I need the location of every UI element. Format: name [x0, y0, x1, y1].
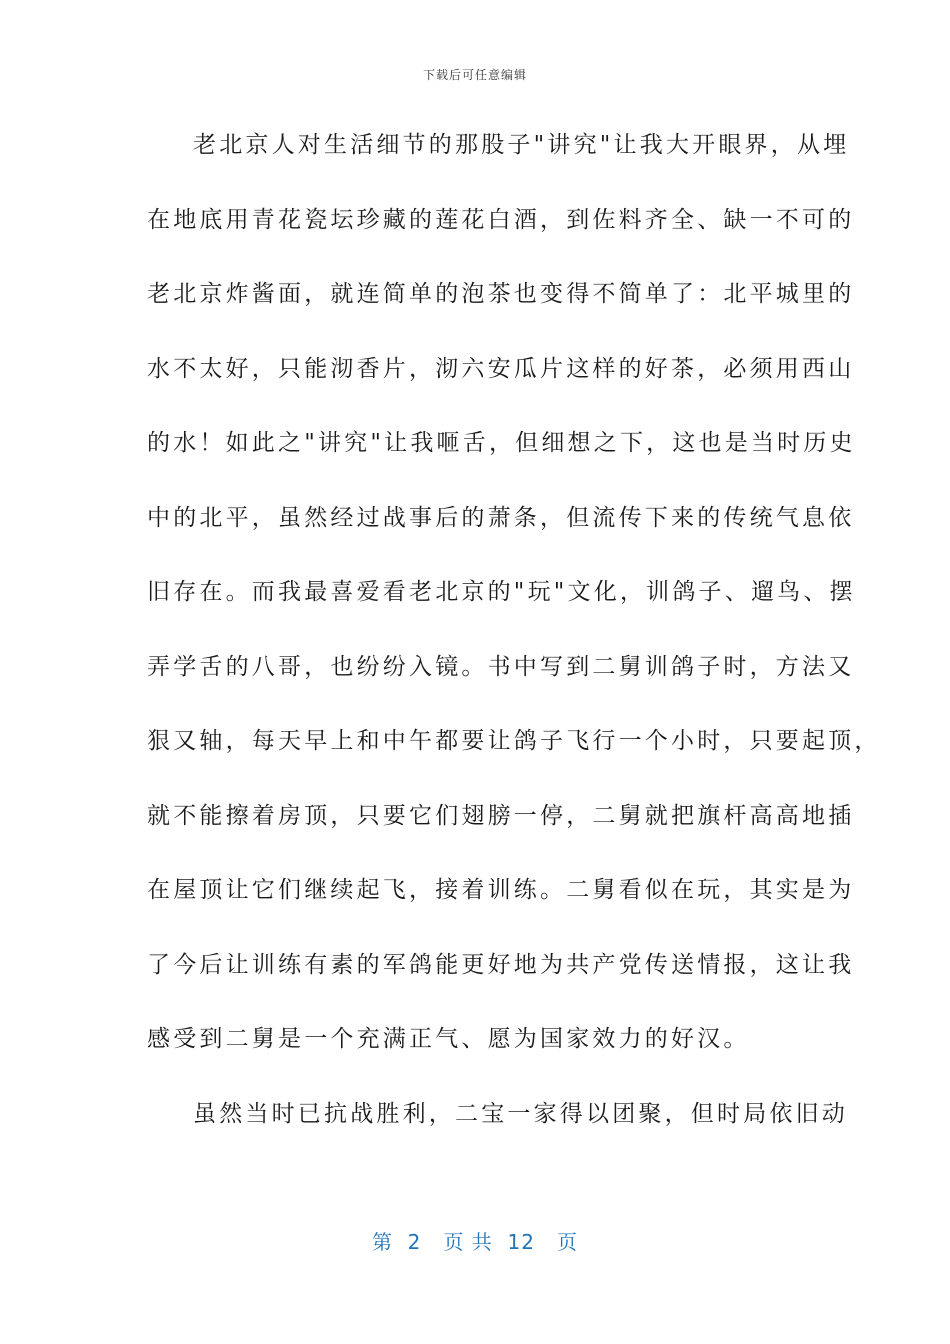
- paragraph-line: 中的北平，虽然经过战事后的萧条，但流传下来的传统气息依: [147, 504, 855, 531]
- paragraph-line: 在地底用青花瓷坛珍藏的莲花白酒，到佐料齐全、缺一不可的: [147, 206, 855, 233]
- paragraph-line: 了今后让训练有素的军鸽能更好地为共产党传送情报，这让我: [147, 951, 855, 978]
- paragraph-line: 旧存在。而我最喜爱看老北京的"玩"文化，训鸽子、遛鸟、摆: [147, 579, 856, 605]
- header-note: 下载后可任意编辑: [422, 68, 527, 82]
- paragraph-line: 的水！如此之"讲究"让我咂舌，但细想之下，这也是当时历史: [147, 430, 856, 456]
- paragraph-line: 老北京人对生活细节的那股子"讲究"让我大开眼界，从埋: [193, 132, 850, 158]
- paragraph-line: 老北京炸酱面，就连简单的泡茶也变得不简单了：北平城里的: [147, 281, 855, 307]
- body-text: [147, 120, 881, 1163]
- paragraph-line: 弄学舌的八哥，也纷纷入镜。书中写到二舅训鸽子时，方法又: [147, 653, 855, 680]
- paragraph-line: 虽然当时已抗战胜利，二宝一家得以团聚，但时局依旧动: [193, 1100, 848, 1127]
- paragraph-line: 就不能擦着房顶，只要它们翅膀一停，二舅就把旗杆高高地插: [147, 802, 855, 829]
- paragraph-line: 感受到二舅是一个充满正气、愿为国家效力的好汉。: [147, 1026, 750, 1052]
- page-number-footer: 第 2 页 共 12 页: [371, 1230, 579, 1254]
- paragraph-line: 狠又轴，每天早上和中午都要让鸽子飞行一个小时，只要起顶，: [147, 728, 881, 754]
- paragraph-line: 水不太好，只能沏香片，沏六安瓜片这样的好茶，必须用西山: [147, 355, 855, 382]
- paragraph-line: 在屋顶让它们继续起飞，接着训练。二舅看似在玩，其实是为: [147, 877, 855, 903]
